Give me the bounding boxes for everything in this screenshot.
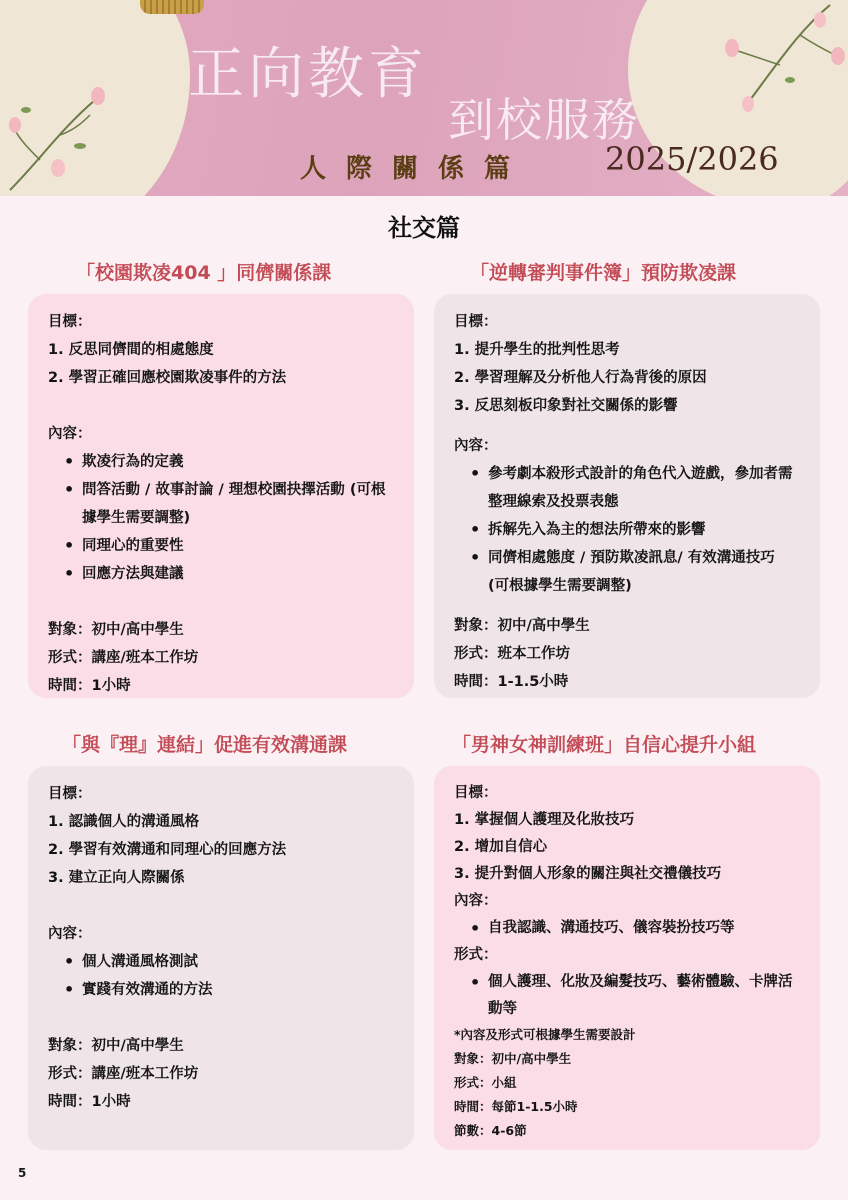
goals-label: 目標： [48, 314, 92, 330]
content-item: • 自我認識、溝通技巧、儀容裝扮技巧等 [470, 915, 800, 942]
content-label: 內容： [454, 438, 498, 454]
goal-item: 3. 反思刻板印象對社交關係的影響 [454, 398, 678, 414]
banner-title: 正向教育 [188, 42, 428, 107]
content-item: • 同儕相處態度 / 預防欺凌訊息/ 有效溝通技巧 (可根據學生需要調整) [470, 544, 800, 600]
form-label: 形式： [454, 947, 498, 963]
goals-list [454, 336, 800, 420]
goals-label: 目標： [48, 786, 92, 802]
goal-item: 3. 建立正向人際關係 [48, 870, 185, 886]
course-duration: 時間：1-1.5小時 [454, 674, 569, 690]
goal-item: 2. 學習有效溝通和同理心的回應方法 [48, 842, 287, 858]
goals-label: 目標： [454, 785, 498, 801]
course-duration: 時間：1小時 [48, 678, 131, 694]
goal-item: 2. 學習理解及分析他人行為背後的原因 [454, 370, 707, 386]
course-format: 形式：講座/班本工作坊 [48, 1066, 199, 1082]
course-card-1 [28, 294, 414, 698]
course-card-3 [28, 766, 414, 1150]
course-card-2 [434, 294, 820, 698]
content-label: 內容： [454, 893, 498, 909]
course-duration: 時間：每節1-1.5小時 [454, 1099, 578, 1114]
goals-list [48, 808, 394, 892]
section-title: 社交篇 [388, 214, 460, 242]
goals-label: 目標： [454, 314, 498, 330]
content-item: • 參考劇本殺形式設計的角色代入遊戲，參加者需整理線索及投票表態 [470, 460, 800, 516]
target-audience: 對象：初中/高中學生 [454, 1051, 572, 1066]
content-item: • 欺凌行為的定義 [64, 448, 394, 476]
content-list [454, 460, 800, 600]
content-list [48, 448, 394, 588]
course-card-4 [434, 766, 820, 1150]
flower-branch-right-icon [690, 0, 848, 120]
goal-item: 2. 學習正確回應校園欺凌事件的方法 [48, 370, 287, 386]
course-format: 形式：班本工作坊 [454, 646, 570, 662]
goal-item: 2. 增加自信心 [454, 839, 548, 855]
course-title-1: 「校園欺凌404 」同儕關係課 [76, 262, 332, 284]
goals-list [48, 336, 394, 392]
content-list [454, 915, 800, 942]
content-list [48, 948, 394, 1004]
content-label: 內容： [48, 926, 92, 942]
content-item: • 回應方法與建議 [64, 560, 394, 588]
goal-item: 3. 提升對個人形象的關注與社交禮儀技巧 [454, 866, 722, 882]
content-item: • 同理心的重要性 [64, 532, 394, 560]
target-audience: 對象：初中/高中學生 [454, 618, 590, 634]
design-note: *內容及形式可根據學生需要設計 [454, 1027, 636, 1042]
content-item: • 問答活動 / 故事討論 / 理想校園抉擇活動 (可根據學生需要調整) [64, 476, 394, 532]
form-list [454, 969, 800, 1023]
flower-branch-left-icon [0, 60, 130, 196]
banner-subtitle: 到校服務 [448, 93, 640, 147]
session-count: 節數：4-6節 [454, 1123, 527, 1138]
course-title-3: 「與『理』連結」促進有效溝通課 [62, 734, 348, 756]
form-item: • 個人護理、化妝及編髮技巧、藝術體驗、卡牌活動等 [470, 969, 800, 1023]
content-label: 內容： [48, 426, 92, 442]
course-format: 形式：講座/班本工作坊 [48, 650, 199, 666]
content-item: • 個人溝通風格測試 [64, 948, 394, 976]
banner-chapter: 人際關係篇 [300, 154, 531, 184]
page-number: 5 [18, 1166, 27, 1180]
course-duration: 時間：1小時 [48, 1094, 131, 1110]
content-item: • 實踐有效溝通的方法 [64, 976, 394, 1004]
banner-year: 2025/2026 [605, 140, 779, 178]
basket-icon [140, 0, 204, 14]
course-title-2: 「逆轉審判事件簿」預防欺凌課 [470, 262, 737, 284]
goal-item: 1. 掌握個人護理及化妝技巧 [454, 812, 635, 828]
course-title-4: 「男神女神訓練班」自信心提升小組 [452, 734, 757, 756]
course-format: 形式：小組 [454, 1075, 517, 1090]
content-item: • 拆解先入為主的想法所帶來的影響 [470, 516, 800, 544]
goal-item: 1. 反思同儕間的相處態度 [48, 342, 214, 358]
goals-list [454, 807, 800, 888]
goal-item: 1. 認識個人的溝通風格 [48, 814, 200, 830]
target-audience: 對象：初中/高中學生 [48, 622, 184, 638]
target-audience: 對象：初中/高中學生 [48, 1038, 184, 1054]
goal-item: 1. 提升學生的批判性思考 [454, 342, 620, 358]
header-banner [0, 0, 848, 196]
